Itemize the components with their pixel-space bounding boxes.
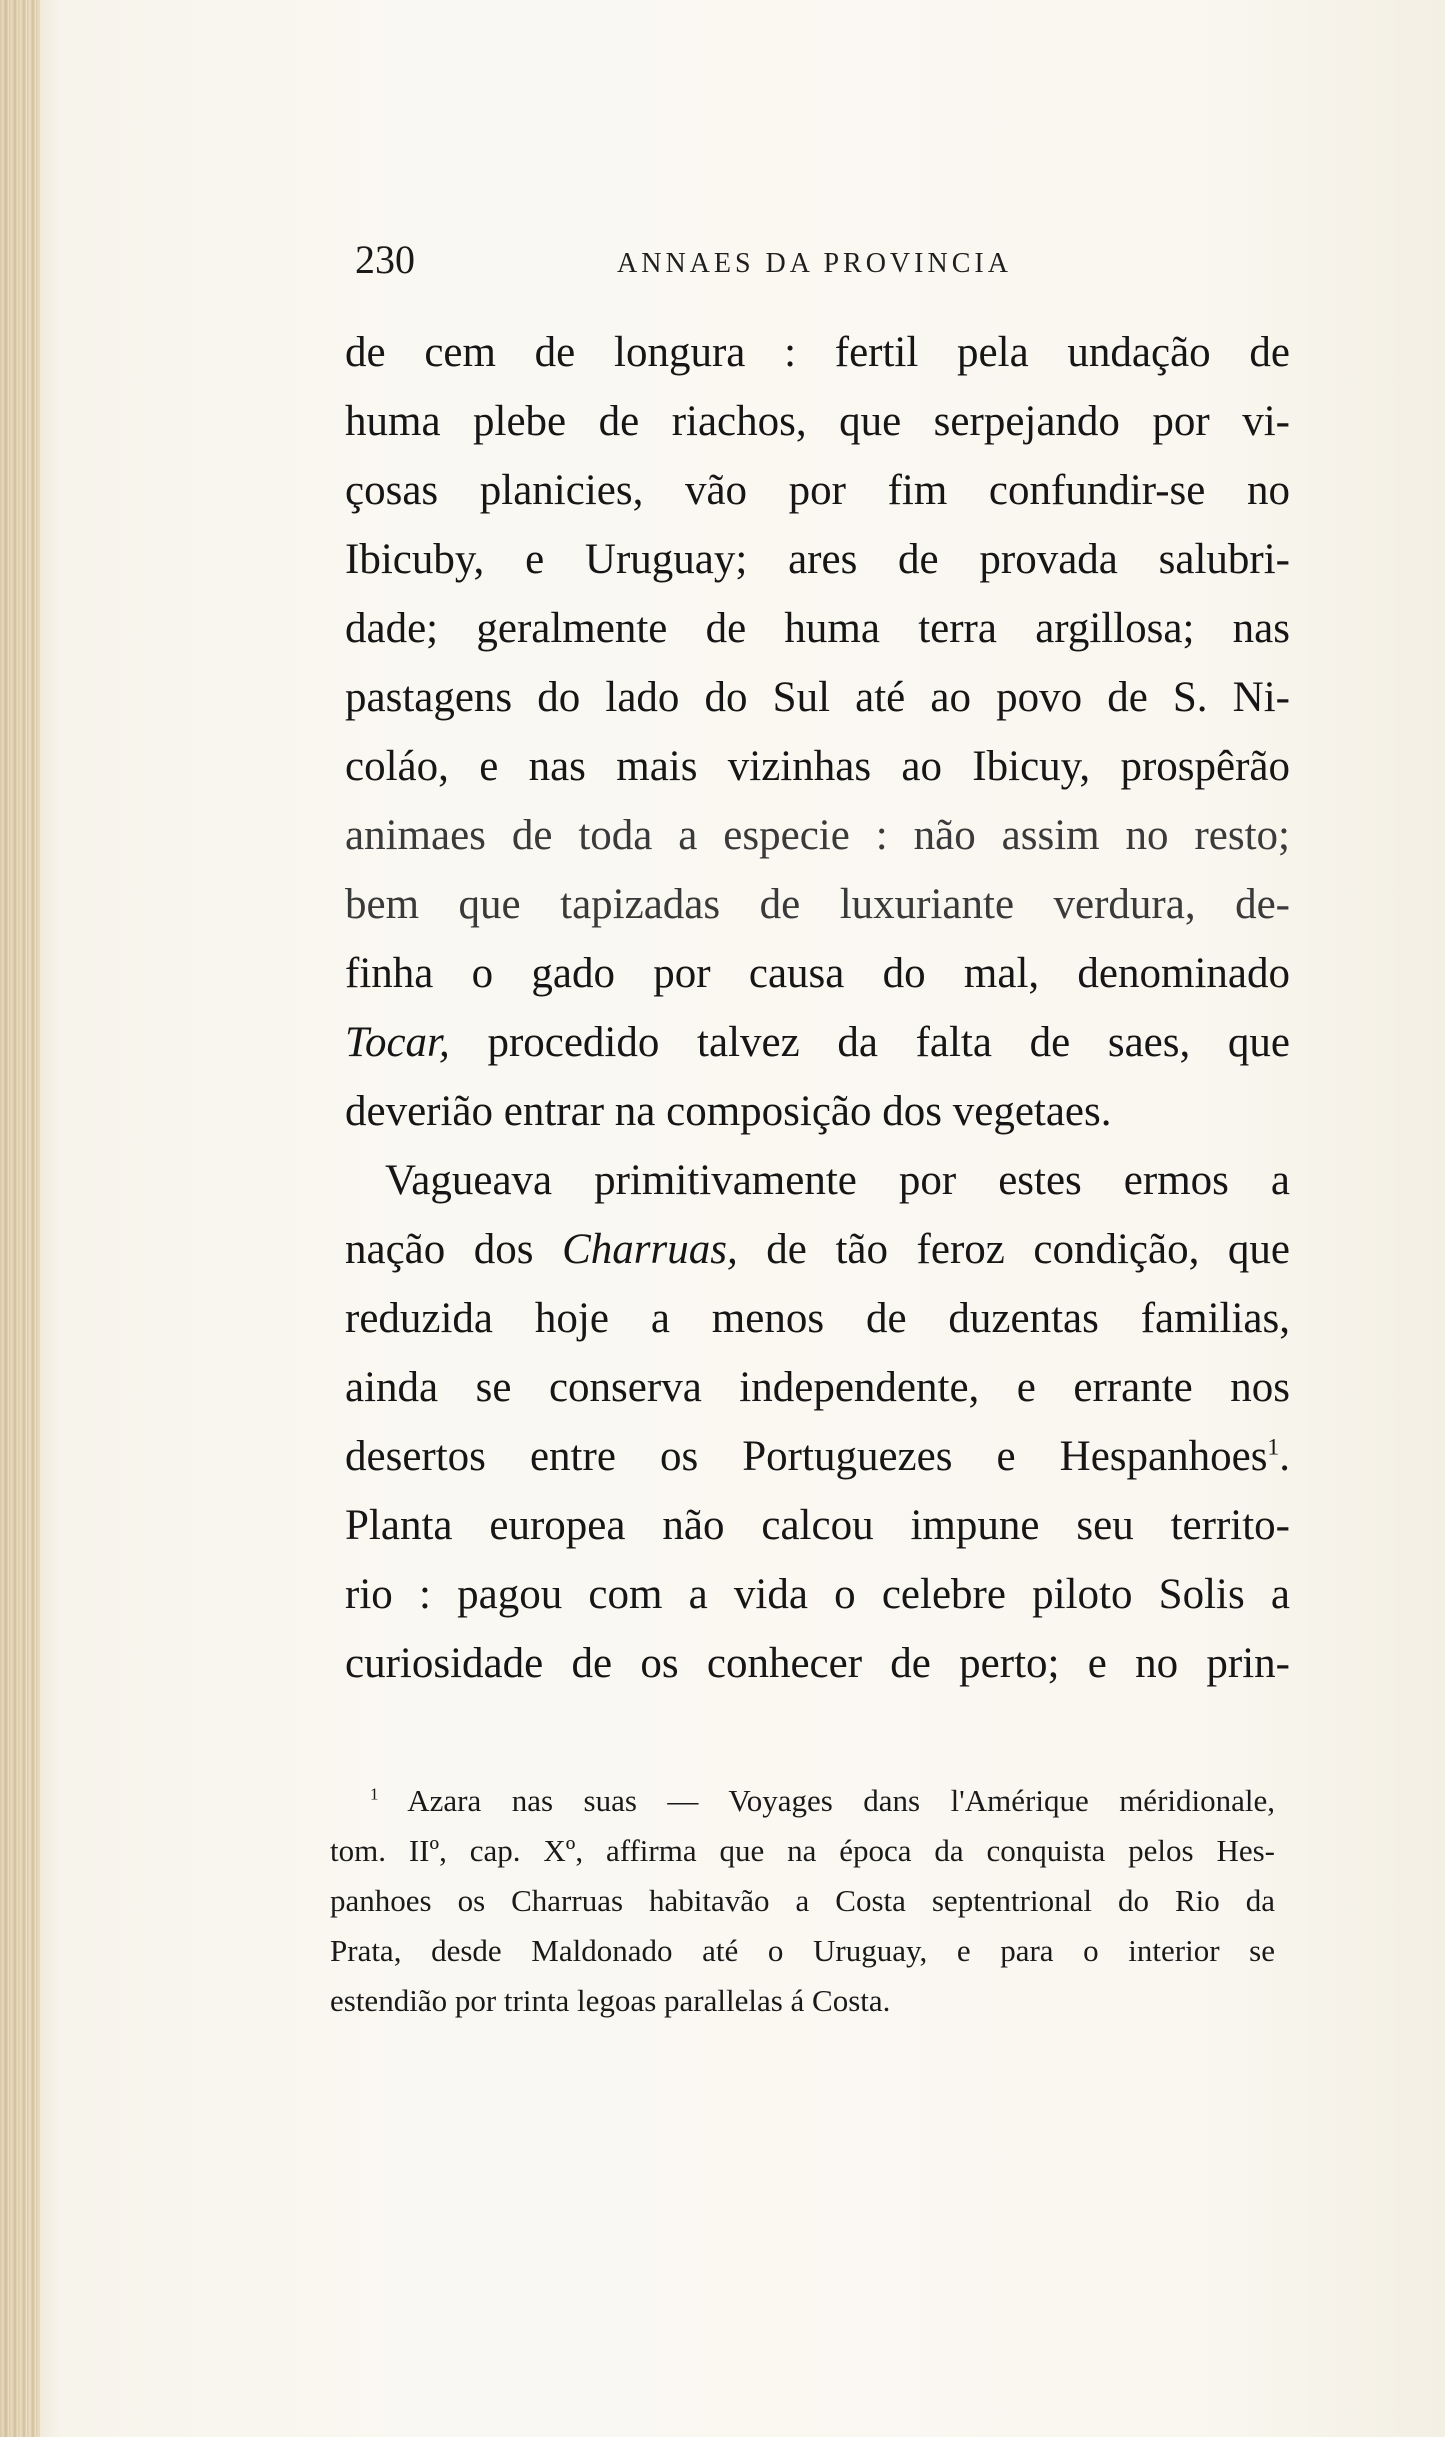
body-line: bem que tapizadas de luxuriante verdura, de- [345, 881, 1290, 928]
italic-term: Tocar, [345, 1019, 450, 1066]
running-head: ANNAES DA PROVINCIA [617, 248, 1012, 279]
body-line [345, 1215, 1290, 1284]
body-line [345, 1008, 1290, 1077]
paragraph-start-line: Vagueava primitivamente por estes ermos a [385, 1157, 1290, 1204]
body-line: dade; geralmente de huma terra argillosa; nas [345, 605, 1290, 652]
body-line: pastagens do lado do Sul até ao povo de S. Ni- [345, 674, 1290, 721]
body-line: animaes de toda a especie : não assim no resto; [345, 812, 1290, 859]
body-line: Planta europea não calcou impune seu territo- [345, 1502, 1290, 1549]
footnote [330, 1776, 1275, 2026]
body-line: huma plebe de riachos, que serpejando por vi- [345, 398, 1290, 445]
body-line-rest: de tão feroz condição, que [737, 1226, 1290, 1273]
body-line: de cem de longura : fertil pela undação de [345, 329, 1290, 376]
body-line [345, 1422, 1290, 1491]
body-line-start: desertos entre os Portuguezes e Hespanhoes [345, 1433, 1268, 1480]
body-line: reduzida hoje a menos de duzentas familias, [345, 1295, 1290, 1342]
body-line: rio : pagou com a vida o celebre piloto Solis a [345, 1571, 1290, 1618]
footnote-line: tom. IIº, cap. Xº, affirma que na época da conquista pelos Hes- [330, 1833, 1275, 1868]
body-line-start: nação dos [345, 1226, 563, 1273]
body-line: çosas planicies, vão por fim confundir-se no [345, 467, 1290, 514]
body-line: Ibicuby, e Uruguay; ares de provada salubri- [345, 536, 1290, 583]
body-line: curiosidade de os conhecer de perto; e no prin- [345, 1640, 1290, 1687]
body-text [345, 318, 1290, 1698]
footnote-line: panhoes os Charruas habitavão a Costa septentrional do Rio da [330, 1883, 1275, 1918]
body-line-end: . [1279, 1433, 1290, 1480]
page-number: 230 [355, 237, 415, 282]
body-line: finha o gado por causa do mal, denominado [345, 950, 1290, 997]
footnote-line-text: Azara nas suas — Voyages dans l'Amérique méridionale, [378, 1783, 1275, 1818]
footnote-reference: 1 [1267, 1434, 1280, 1461]
footnote-line: Prata, desde Maldonado até o Uruguay, e para o interior se [330, 1933, 1275, 1968]
footnote-line [330, 1776, 1275, 1826]
body-line: ainda se conserva independente, e errante nos [345, 1364, 1290, 1411]
footnote-marker: 1 [370, 1784, 379, 1804]
footnote-line: estendião por trinta legoas parallelas á Costa. [330, 1983, 891, 2018]
paragraph-end-line: deverião entrar na composição dos vegetaes. [345, 1088, 1112, 1135]
body-line-rest: procedido talvez da falta de saes, que [449, 1019, 1290, 1066]
body-line: coláo, e nas mais vizinhas ao Ibicuy, prospêrão [345, 743, 1290, 790]
page-edge [0, 0, 40, 2437]
italic-term: Charruas, [562, 1226, 738, 1273]
page-header [355, 236, 1065, 296]
